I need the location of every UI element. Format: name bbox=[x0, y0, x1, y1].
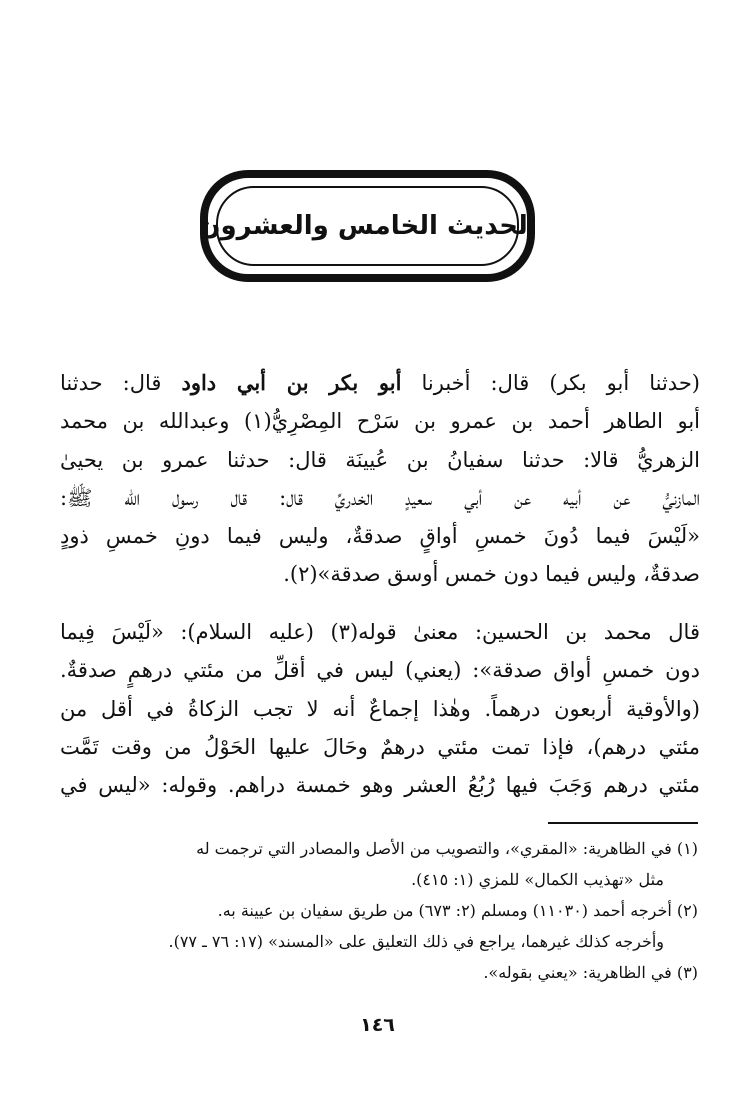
hadith-title: الحديث الخامس والعشرون bbox=[198, 211, 537, 241]
title-frame bbox=[200, 170, 535, 282]
text-line: دون خمسِ أواق صدقة»: (يعني) ليس في أقلِّ من مئتي درهمٍ صدقةٌ. bbox=[60, 658, 700, 683]
footnote-divider bbox=[548, 822, 698, 824]
paragraph-hadith-text bbox=[60, 364, 700, 594]
page-number: ١٤٦ bbox=[360, 1014, 395, 1036]
text-segment: قال: حدثنا bbox=[60, 371, 182, 395]
title-frame-inner bbox=[198, 186, 537, 266]
narrator-name: أبو بكر بن أبي داود bbox=[181, 370, 402, 395]
text-line: صدقةٌ، وليس فيما دون خمس أوسق صدقة»(٢). bbox=[283, 562, 700, 587]
footnote-1: (١) في الظاهرية: «المقري»، والتصويب من الأصل والمصادر التي ترجمت له bbox=[196, 839, 698, 858]
text-line bbox=[60, 364, 700, 402]
text-line: أبو الطاهر أحمد بن عمرو بن سَرْح المِصْرِيُّ(١) وعبدالله بن محمد bbox=[60, 409, 700, 434]
footnote-3: (٣) في الظاهرية: «يعني بقوله». bbox=[483, 963, 698, 982]
text-line: قال محمد بن الحسين: معنىٰ قوله(٣) (عليه السلام): «لَيْسَ فِيما bbox=[60, 620, 700, 644]
footnote-2: (٢) أخرجه أحمد (١١٠٣٠) ومسلم (٢: ٦٧٣) من طريق سفيان بن عيينة به. bbox=[217, 901, 698, 920]
text-line: (والأوقية أربعون درهماً. وهٰذا إجماعٌ أنه لا تجب الزكاةُ في أقل من bbox=[60, 696, 700, 721]
footnotes bbox=[70, 833, 698, 988]
text-line: «لَيْسَ فيما دُونَ خمسِ أواقٍ صدقةٌ، وليس فيما دونِ خمسِ ذودٍ bbox=[60, 524, 700, 549]
text-line: مئتي درهم وَجَبَ فيها رُبُعُ العشر وهو خمسة دراهم. وقوله: «ليس في bbox=[60, 773, 700, 798]
text-line: مئتي درهم)، فإذا تمت مئتي درهمٌ وحَالَ عليها الحَوْلُ من وقت تَمَّت bbox=[60, 734, 700, 759]
text-segment: (حدثنا أبو بكر) قال: أخبرنا bbox=[401, 371, 700, 395]
paragraph-commentary bbox=[60, 613, 700, 804]
text-line: الزهريُّ قالا: حدثنا سفيانُ بن عُيينَة قال: حدثنا عمرو بن يحيىٰ bbox=[60, 447, 700, 472]
footnote-2-continued: وأخرجه كذلك غيرهما، يراجع في ذلك التعليق على «المسند» (١٧: ٧٦ ـ ٧٧). bbox=[168, 932, 664, 951]
text-line: المازنيُّ عن أبيه عن أبي سعيدٍ الخدريِّ قال: قال رسول الله ﷺ: bbox=[60, 485, 700, 510]
footnote-1-continued: مثل «تهذيب الكمال» للمزي (١: ٤١٥). bbox=[411, 870, 664, 889]
